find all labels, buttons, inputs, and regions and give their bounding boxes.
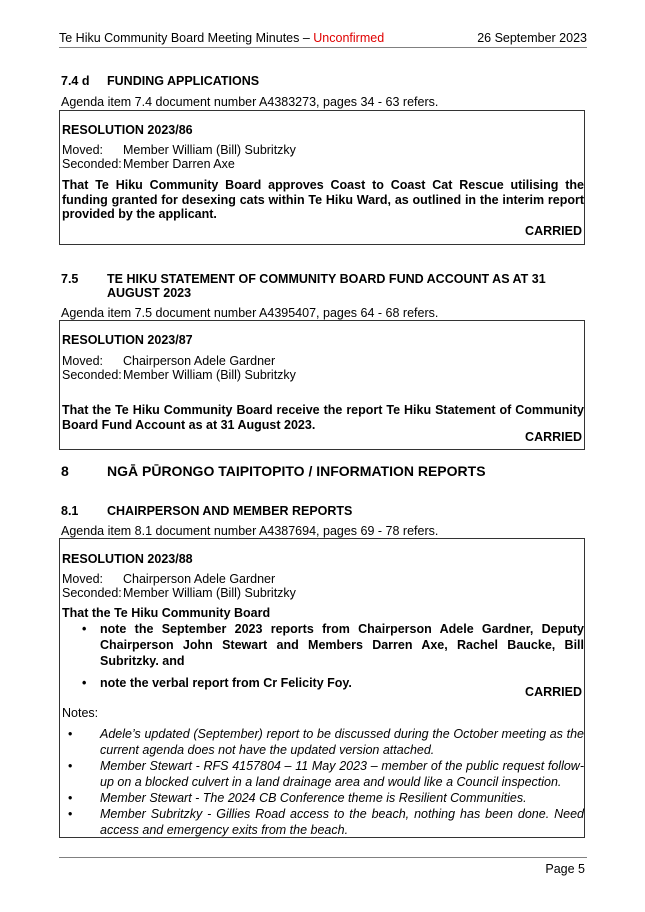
- moved-label: Moved:: [62, 572, 103, 586]
- page-header: [59, 31, 587, 48]
- section-number: 7.5: [61, 272, 79, 286]
- header-title-group: [59, 31, 384, 45]
- moved-value: Chairperson Adele Gardner: [123, 354, 276, 368]
- note-item: • Adele’s updated (September) report to be discussed during the October meeting as the current agenda does not have the updated version attached.: [60, 726, 584, 758]
- seconded-value: Member William (Bill) Subritzky: [123, 368, 296, 382]
- carried-label: CARRIED: [525, 430, 582, 444]
- resolution-box-2023-88: [59, 538, 585, 838]
- agenda-reference: Agenda item 7.4 document number A4383273, pages 34 - 63 refers.: [61, 95, 439, 109]
- moved-label: Moved:: [62, 143, 103, 157]
- carried-label: CARRIED: [525, 685, 582, 699]
- note-item: • Member Subritzky - Gillies Road access to the beach, nothing has been done. Need access and emergency exits from the beach.: [60, 806, 584, 838]
- moved-line: [62, 143, 296, 157]
- resolution-number: RESOLUTION 2023/87: [62, 333, 193, 347]
- section-title: CHAIRPERSON AND MEMBER REPORTS: [107, 504, 353, 518]
- agenda-reference: Agenda item 7.5 document number A4395407, pages 64 - 68 refers.: [61, 306, 439, 320]
- agenda-reference: Agenda item 8.1 document number A4387694, pages 69 - 78 refers.: [61, 524, 439, 538]
- moved-line: [62, 354, 275, 368]
- header-title: Te Hiku Community Board Meeting Minutes –: [59, 31, 314, 45]
- seconded-value: Member Darren Axe: [123, 157, 235, 171]
- moved-value: Member William (Bill) Subritzky: [123, 143, 296, 157]
- header-date: 26 September 2023: [477, 31, 587, 45]
- moved-label: Moved:: [62, 354, 103, 368]
- section-heading-7-4-d: [61, 74, 585, 88]
- seconded-line: [62, 586, 296, 600]
- moved-value: Chairperson Adele Gardner: [123, 572, 276, 586]
- section-heading-8: [61, 463, 585, 479]
- moved-line: [62, 572, 275, 586]
- seconded-line: [62, 157, 235, 171]
- seconded-label: Seconded:: [62, 586, 122, 600]
- resolution-box-2023-87: [59, 320, 585, 450]
- resolution-text: That Te Hiku Community Board approves Coast to Coast Cat Rescue utilising the funding granted for desexing cats within Te Hiku Ward, as outlined in the interim report provided by the applicant.: [62, 178, 584, 221]
- section-number: 8: [61, 463, 69, 479]
- footer-divider: [59, 857, 587, 858]
- section-heading-7-5: [61, 272, 585, 300]
- section-title: NGĀ PŪRONGO TAIPITOPITO / INFORMATION REPORTS: [107, 463, 486, 479]
- resolution-bullet: • note the September 2023 reports from Chairperson Adele Gardner, Deputy Chairperson John Stewart and Members Darren Axe, Rachel Baucke, Bill Subritzky. and: [60, 621, 584, 669]
- notes-label: Notes:: [62, 706, 99, 720]
- section-title: TE HIKU STATEMENT OF COMMUNITY BOARD FUND ACCOUNT AS AT 31 AUGUST 2023: [107, 272, 546, 300]
- resolution-number: RESOLUTION 2023/88: [62, 552, 193, 566]
- note-item: • Member Stewart - The 2024 CB Conference theme is Resilient Communities.: [60, 790, 584, 806]
- seconded-label: Seconded:: [62, 368, 122, 382]
- resolution-bullet-list: [60, 621, 584, 691]
- resolution-bullet: • note the verbal report from Cr Felicity Foy.: [60, 675, 584, 691]
- resolution-number: RESOLUTION 2023/86: [62, 123, 193, 137]
- carried-label: CARRIED: [525, 224, 582, 238]
- resolution-box-2023-86: [59, 110, 585, 245]
- seconded-value: Member William (Bill) Subritzky: [123, 586, 296, 600]
- resolution-intro: That the Te Hiku Community Board: [62, 606, 271, 620]
- section-heading-8-1: [61, 504, 585, 518]
- resolution-text: That the Te Hiku Community Board receive the report Te Hiku Statement of Community Board Fund Account as at 31 August 2023.: [62, 403, 584, 432]
- header-status: Unconfirmed: [313, 31, 385, 45]
- seconded-label: Seconded:: [62, 157, 122, 171]
- page-number: Page 5: [545, 862, 585, 876]
- seconded-line: [62, 368, 296, 382]
- section-number: 7.4 d: [61, 74, 90, 88]
- section-title: FUNDING APPLICATIONS: [107, 74, 260, 88]
- section-number: 8.1: [61, 504, 79, 518]
- notes-list: [60, 726, 584, 838]
- note-item: • Member Stewart - RFS 4157804 – 11 May 2023 – member of the public request follow-up on a blocked culvert in a land drainage area and would like a Council inspection.: [60, 758, 584, 790]
